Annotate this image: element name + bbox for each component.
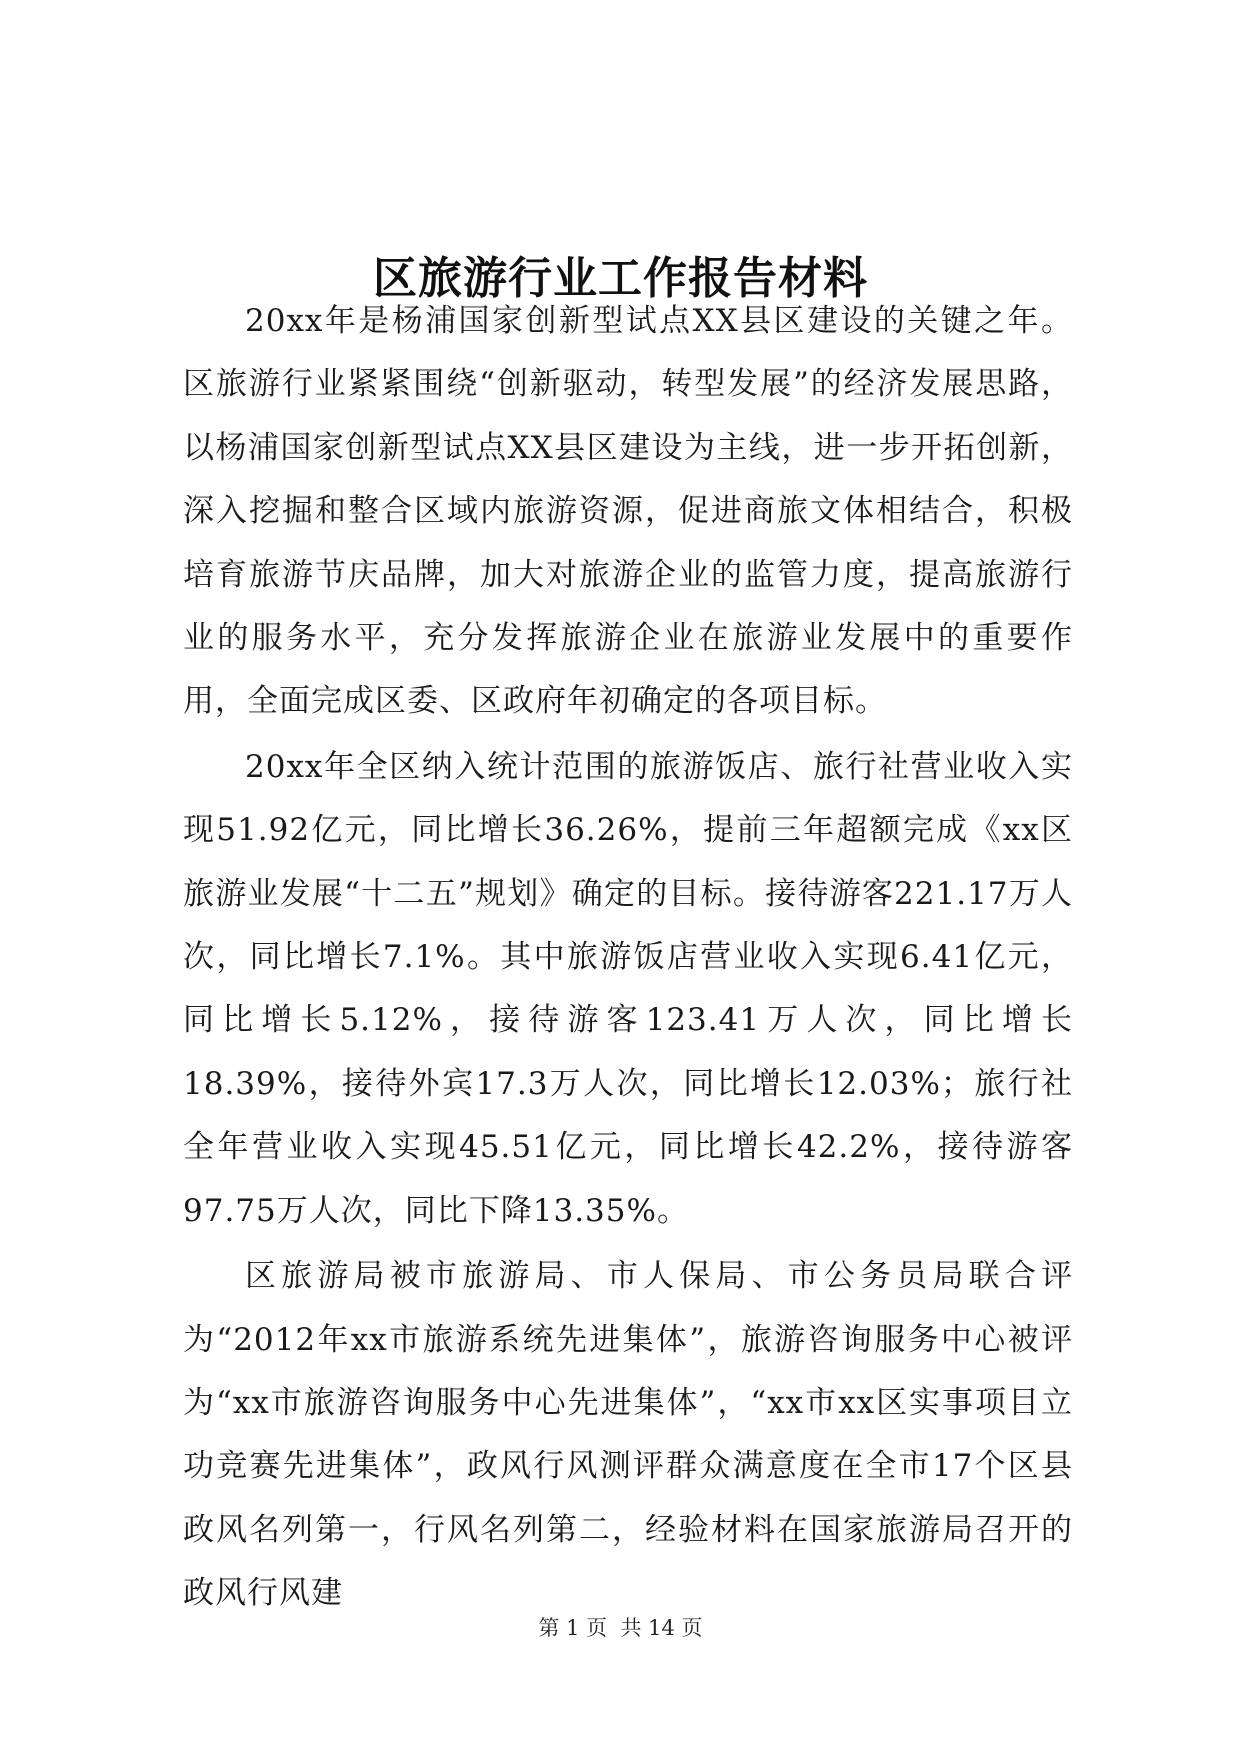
document-body [183,290,1073,1628]
paragraph-statistics: 20xx年全区纳入统计范围的旅游饭店、旅行社营业收入实现51.92亿元，同比增长36.26%，提前三年超额完成《xx区旅游业发展“十二五”规划》确定的目标。接待游客221.17万人次，同比增长7.1%。其中旅游饭店营业收入实现6.41亿元，同比增长5.12%，接待游客123.41万人次，同比增长18.39%，接待外宾17.3万人次，同比增长12.03%；旅行社全年营业收入实现45.51亿元，同比增长42.2%，接待游客97.75万人次，同比下降13.35%。 [183,748,1073,1229]
paragraph-honors: 区旅游局被市旅游局、市人保局、市公务员局联合评为“2012年xx市旅游系统先进集体”，旅游咨询服务中心被评为“xx市旅游咨询服务中心先进集体”，“xx市xx区实事项目立功竞赛先进集体”，政风行风测评群众满意度在全市17个区县政风名列第一，行风名列第二，经验材料在国家旅游局召开的政风行风建 [183,1258,1073,1612]
page-number: 第 1 页 共 14 页 [538,1616,703,1640]
document-title: 区旅游行业工作报告材料 [373,253,868,305]
paragraph-intro: 20xx年是杨浦国家创新型试点XX县区建设的关键之年。区旅游行业紧紧围绕“创新驱动，转型发展”的经济发展思路，以杨浦国家创新型试点XX县区建设为主线，进一步开拓创新，深入挖掘和整合区域内旅游资源，促进商旅文体相结合，积极培育旅游节庆品牌，加大对旅游企业的监管力度，提高旅游行业的服务水平，充分发挥旅游企业在旅游业发展中的重要作用，全面完成区委、区政府年初确定的各项目标。 [183,303,1073,720]
page-footer [0,1614,1241,1642]
